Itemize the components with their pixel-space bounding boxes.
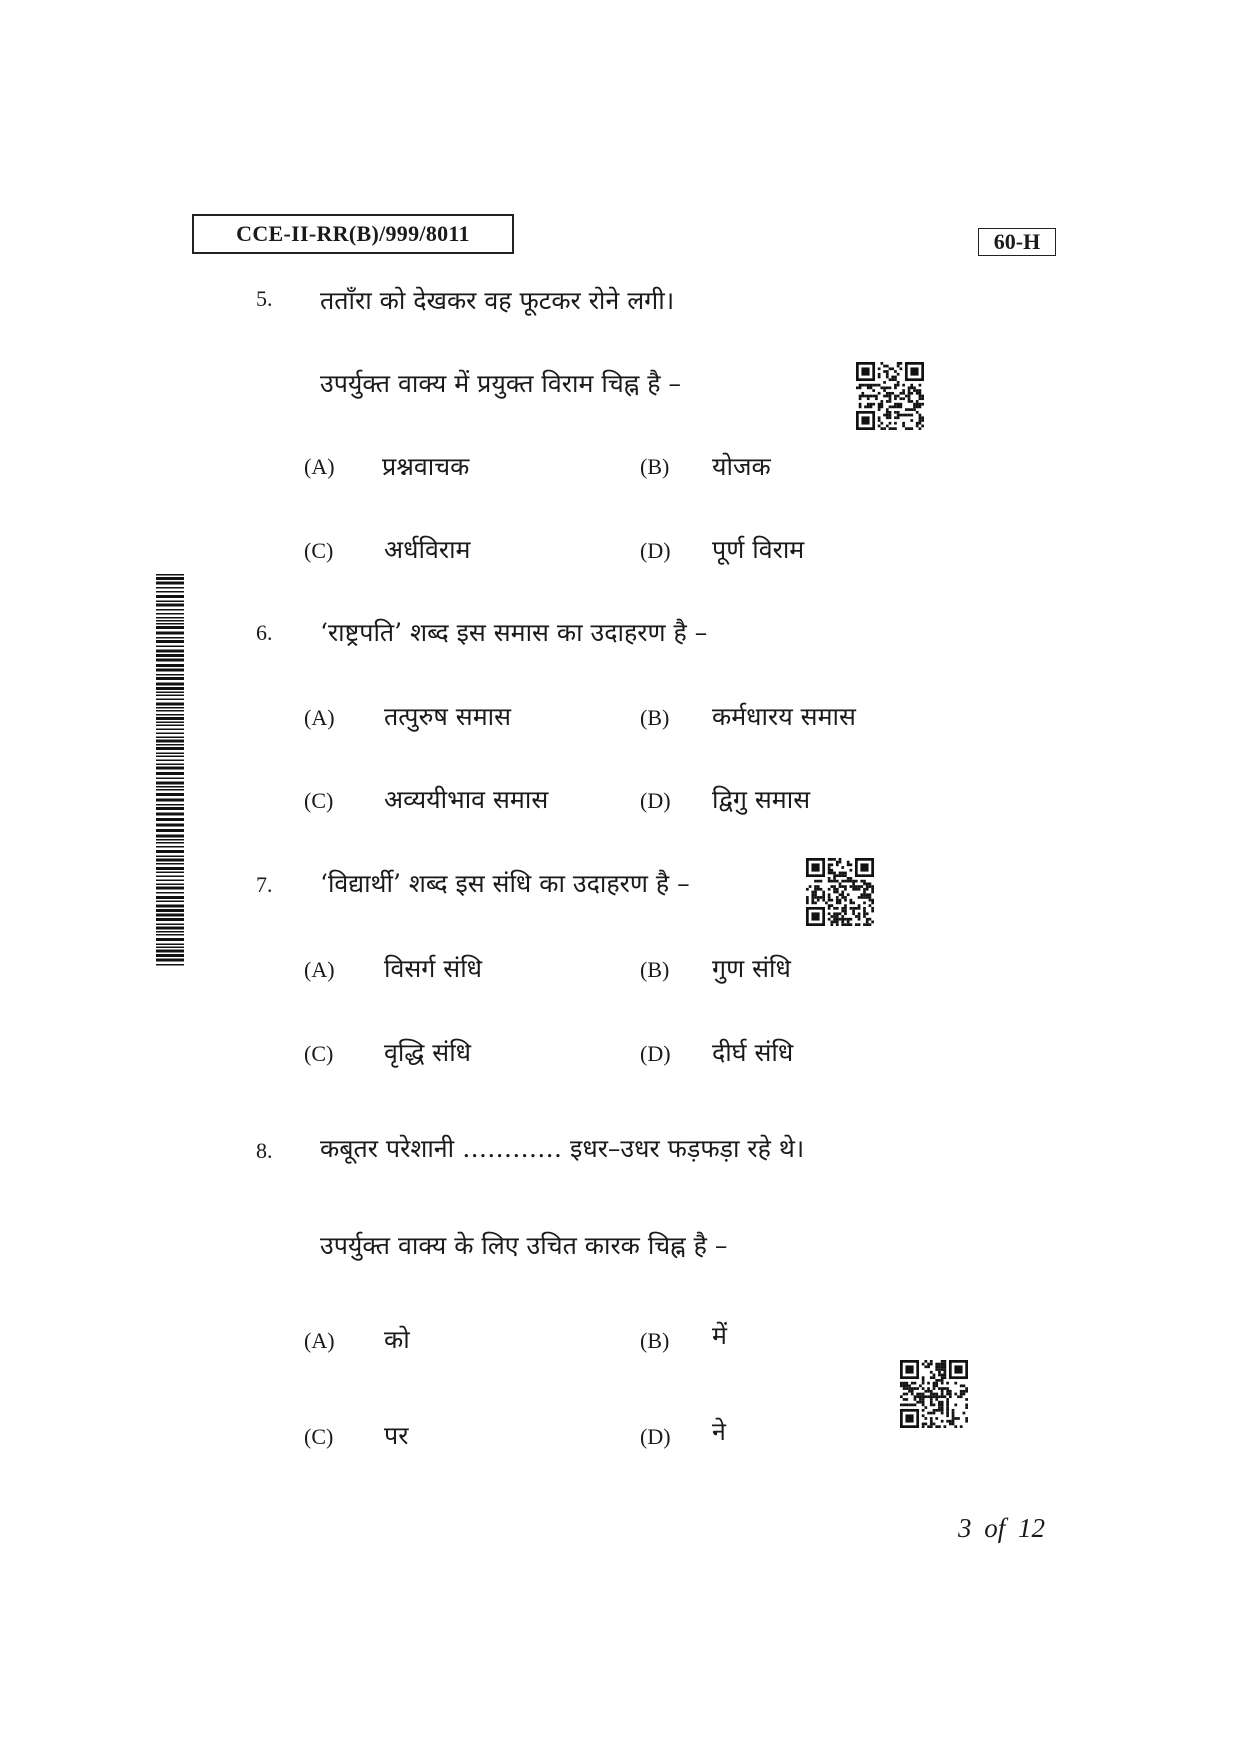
question-5-subtext: उपर्युक्त वाक्य में प्रयुक्त विराम चिह्न है –	[320, 369, 681, 398]
question-5-option-c: अर्धविराम	[384, 535, 471, 564]
question-7-option-a-letter: (A)	[304, 957, 335, 982]
question-7-option-a: विसर्ग संधि	[384, 954, 483, 983]
series-code: 60-H	[978, 228, 1056, 256]
question-6-option-d: द्विगु समास	[712, 785, 811, 814]
question-6-option-c: अव्ययीभाव समास	[384, 785, 549, 814]
question-5-number: 5.	[256, 286, 273, 311]
question-6-option-c-letter: (C)	[304, 788, 334, 813]
question-6-number: 6.	[256, 620, 273, 645]
question-8-option-a-letter: (A)	[304, 1328, 335, 1353]
question-5-option-d-letter: (D)	[640, 538, 671, 563]
question-7-text: ‘विद्यार्थी’ शब्द इस संधि का उदाहरण है –	[320, 869, 690, 898]
question-8-option-c: पर	[384, 1421, 409, 1450]
question-6-option-b-letter: (B)	[640, 705, 670, 730]
question-8-number: 8.	[256, 1138, 273, 1163]
question-8-option-a: को	[384, 1325, 410, 1354]
paper-code: CCE-II-RR(B)/999/8011	[192, 214, 514, 254]
question-5-option-a: प्रश्नवाचक	[382, 452, 470, 481]
question-5-option-d: पूर्ण विराम	[712, 535, 805, 564]
question-7-option-d: दीर्घ संधि	[712, 1038, 794, 1067]
question-8-subtext: उपर्युक्त वाक्य के लिए उचित कारक चिह्न है –	[320, 1231, 728, 1260]
question-8-option-b-letter: (B)	[640, 1328, 670, 1353]
question-7-option-c-letter: (C)	[304, 1041, 334, 1066]
question-5-option-b-letter: (B)	[640, 454, 670, 479]
question-5-option-b: योजक	[712, 452, 771, 481]
question-5-text: तताँरा को देखकर वह फूटकर रोने लगी।	[320, 286, 675, 315]
question-8-option-d: ने	[712, 1417, 726, 1446]
question-7-option-c: वृद्धि संधि	[384, 1038, 472, 1067]
qr-code-icon	[806, 858, 874, 926]
question-6-option-d-letter: (D)	[640, 788, 671, 813]
question-7-option-b-letter: (B)	[640, 957, 670, 982]
question-5-option-c-letter: (C)	[304, 538, 334, 563]
question-6-option-a: तत्पुरुष समास	[384, 702, 512, 731]
barcode-icon	[156, 574, 184, 966]
question-8-option-c-letter: (C)	[304, 1424, 334, 1449]
question-5-option-a-letter: (A)	[304, 454, 335, 479]
question-7-option-b: गुण संधि	[712, 954, 791, 983]
question-6-option-a-letter: (A)	[304, 705, 335, 730]
question-7-number: 7.	[256, 872, 273, 897]
qr-code-icon	[856, 362, 924, 430]
question-6-text: ‘राष्ट्रपति’ शब्द इस समास का उदाहरण है –	[320, 618, 708, 647]
question-8-option-d-letter: (D)	[640, 1424, 671, 1449]
qr-code-icon	[900, 1360, 968, 1428]
page-number: 3 of 12	[958, 1513, 1046, 1543]
question-8-text: कबूतर परेशानी ………… इधर–उधर फड़फड़ा रहे थे।	[320, 1134, 805, 1163]
question-6-option-b: कर्मधारय समास	[712, 702, 856, 731]
question-7-option-d-letter: (D)	[640, 1041, 671, 1066]
question-8-option-b: में	[712, 1321, 727, 1350]
